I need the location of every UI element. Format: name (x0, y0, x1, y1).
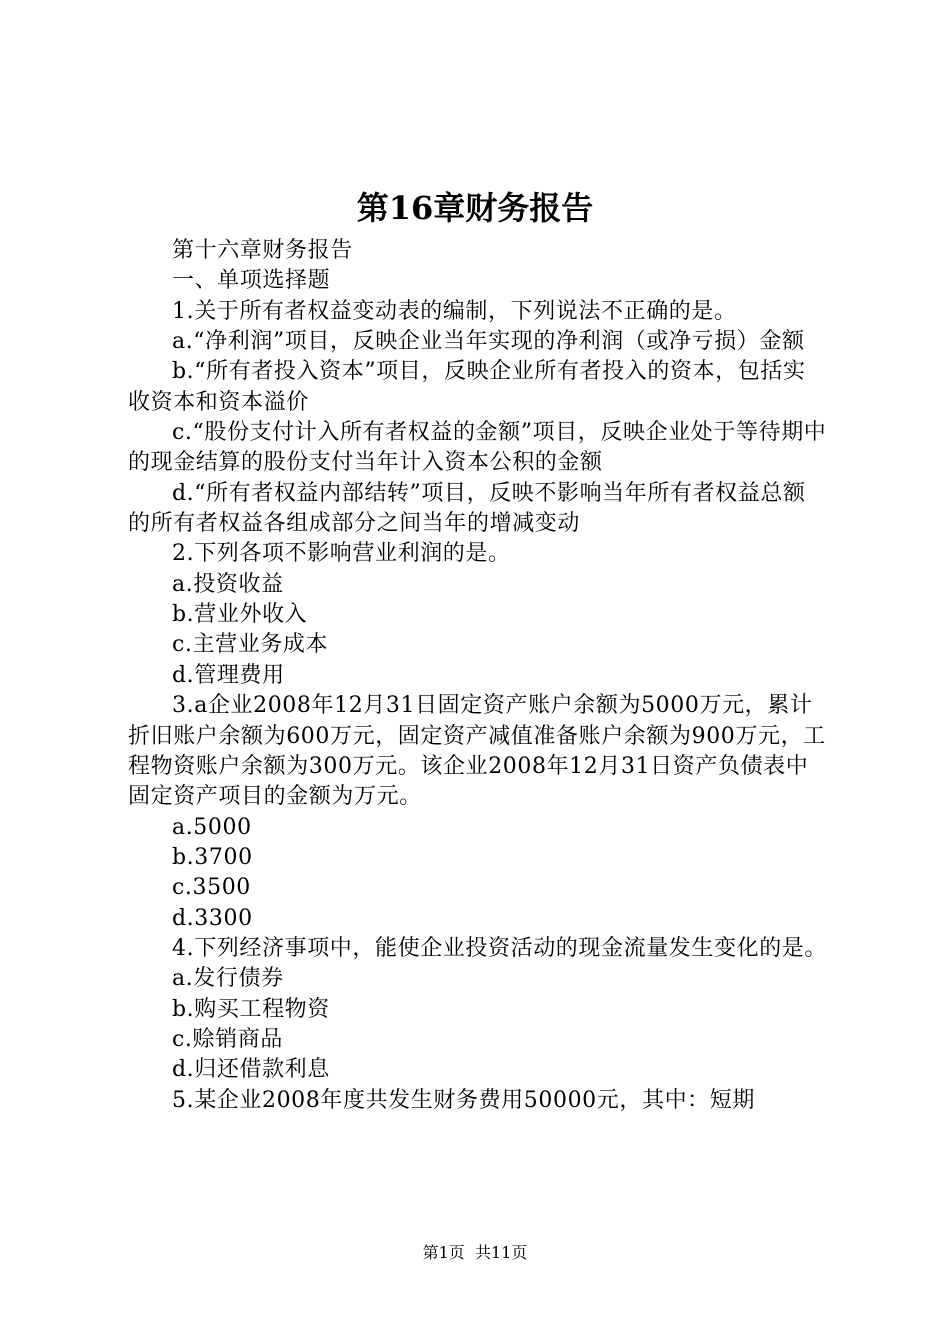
paragraph: a.“净利润”项目，反映企业当年实现的净利润（或净亏损）金额 (172, 329, 805, 355)
paragraph: 第十六章财务报告 (172, 238, 353, 263)
paragraph: b.3700 (172, 844, 253, 870)
paragraph: a.投资收益 (172, 571, 284, 597)
paragraph: d.归还借款利息 (172, 1057, 330, 1083)
paragraph: 3.a企业2008年12月31日固定资产账户余额为5000万元，累计折旧账户余额为600万元，固定资产减值准备账户余额为900万元，工程物资账户余额为300万元。该企业2008年12月31日资产负债表中固定资产项目的金额为万元。 (128, 693, 826, 810)
page-number: 第1页 (422, 1243, 465, 1262)
page-footer (0, 1242, 950, 1264)
paragraph: d.管理费用 (172, 662, 285, 688)
paragraph: 4.下列经济事项中，能使企业投资活动的现金流量发生变化的是。 (172, 935, 827, 961)
paragraph: a.5000 (172, 814, 252, 840)
paragraph: a.发行债券 (172, 966, 284, 992)
paragraph: c.“股份支付计入所有者权益的金额”项目，反映企业处于等待期中的现金结算的股份支付当年计入资本公积的金额 (128, 420, 827, 476)
paragraph: 2.下列各项不影响营业利润的是。 (172, 541, 511, 567)
paragraph: c.主营业务成本 (172, 632, 329, 658)
paragraph: b.购买工程物资 (172, 996, 330, 1022)
document-body (128, 236, 828, 1116)
paragraph: b.“所有者投入资本”项目，反映企业所有者投入的资本，包括实收资本和资本溢价 (128, 359, 806, 415)
paragraph: b.营业外收入 (172, 602, 308, 628)
document-title: 第16章财务报告 (356, 189, 594, 227)
paragraph: d.3300 (172, 905, 253, 931)
paragraph: 1.关于所有者权益变动表的编制，下列说法不正确的是。 (172, 298, 737, 324)
paragraph: c.3500 (172, 875, 251, 901)
paragraph: c.赊销商品 (172, 1026, 283, 1052)
page-total: 共11页 (474, 1243, 528, 1262)
paragraph: 一、单项选择题 (172, 268, 331, 294)
paragraph: 5.某企业2008年度共发生财务费用50000元，其中：短期 (172, 1087, 755, 1113)
paragraph: d.“所有者权益内部结转”项目，反映不影响当年所有者权益总额的所有者权益各组成部分之间当年的增减变动 (128, 480, 806, 537)
